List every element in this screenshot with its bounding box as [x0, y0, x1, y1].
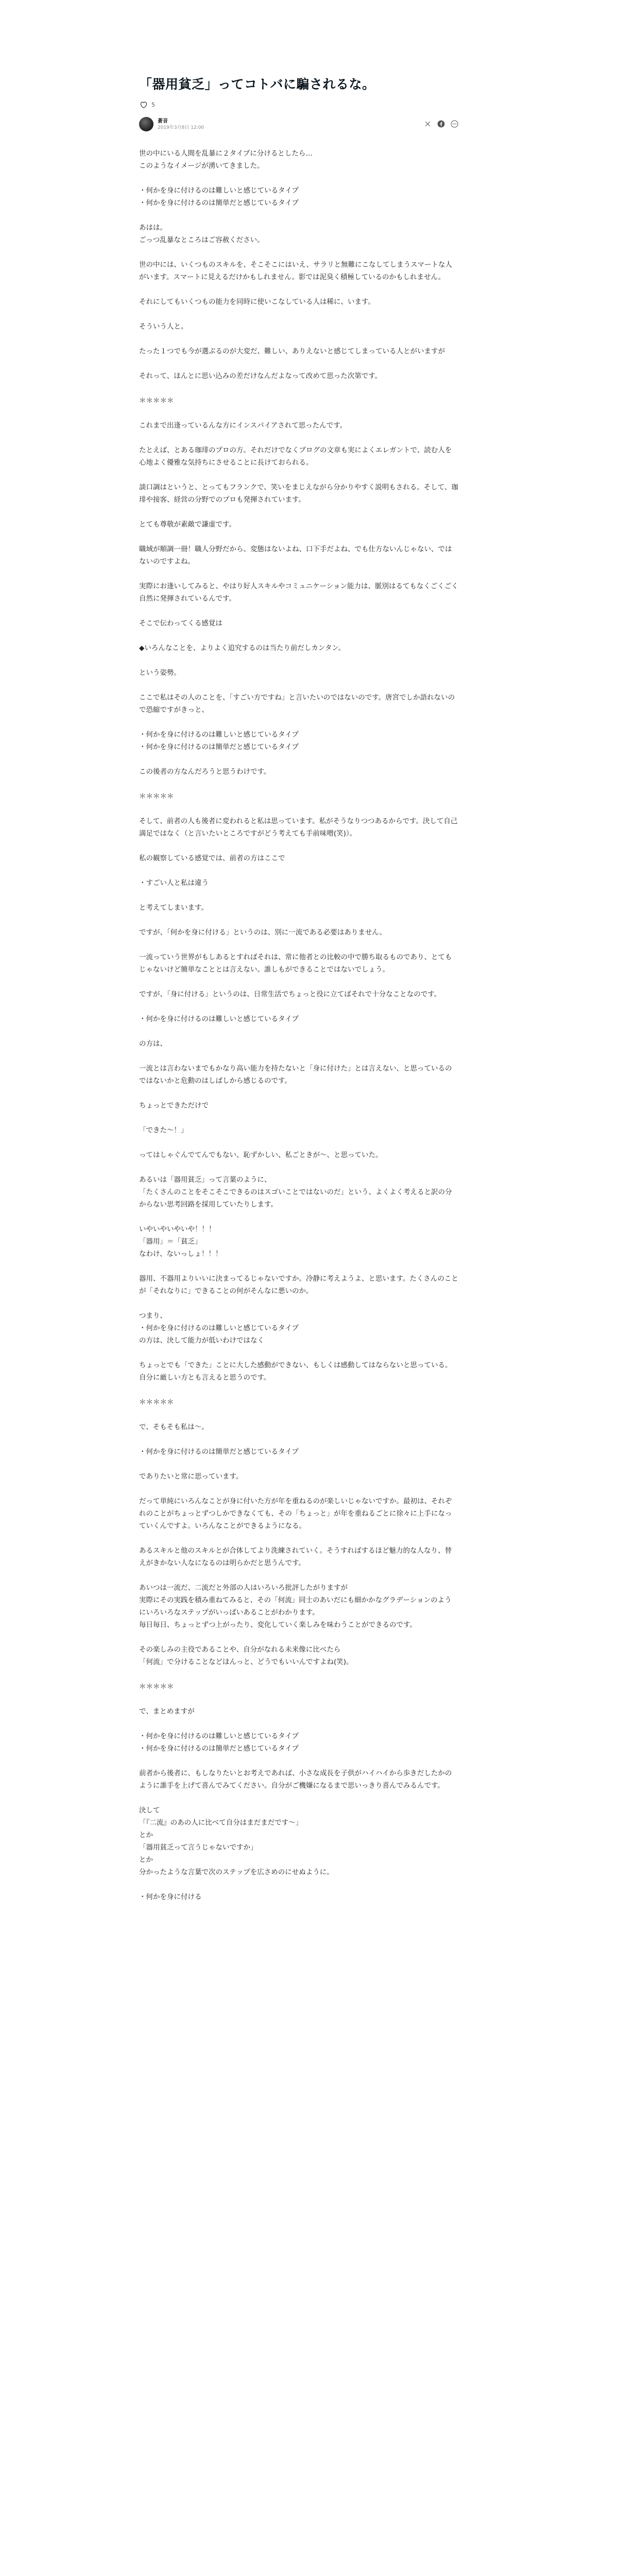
- body-paragraph: ・何かを身に付けるのは難しいと感じているタイプ ・何かを身に付けるのは簡単だと感じているタイプ: [139, 187, 299, 207]
- body-paragraph: ＊＊＊＊＊: [139, 792, 174, 801]
- body-paragraph: だって単純にいろんなことが身に付いた方が年を重ねるのが楽しいじゃないですか。最初は、それぞれのことがちょっとずつしかできなくても、その「ちょっと」が年を重ねるごとに徐々に上手になっていくんですよ。いろんなことができるようになる。: [139, 1497, 452, 1530]
- body-paragraph: ・何かを身に付けるのは難しいと感じているタイプ ・何かを身に付けるのは簡単だと感じているタイプ: [139, 1732, 299, 1753]
- body-paragraph: あるいは「器用貧乏」って言葉のように、 「たくさんのことをそこそこできるのはスゴいことではないのだ」という、よくよく考えると訳の分からない思考回路を採用していたりします。: [139, 1176, 452, 1209]
- body-paragraph: ・すごい人と私は違う: [139, 879, 209, 887]
- body-paragraph: つまり、 ・何かを身に付けるのは難しいと感じているタイプ の方は、決して能力が低いわけではなく: [139, 1312, 299, 1345]
- like-row: [139, 100, 469, 109]
- body-paragraph: いやいやいやいや！！！ 「器用」＝「貧乏」 なわけ、ないっしょ！！！: [139, 1225, 222, 1258]
- body-paragraph: 私の観察している感覚では、前者の方はここで: [139, 854, 285, 862]
- body-paragraph: ＊＊＊＊＊: [139, 1683, 174, 1691]
- body-paragraph: そして、前者の人も後者に変われると私は思っています。私がそうなりつつあるからです。決して自己満足ではなく（と言いたいところですがどう考えても手前味噌(笑)）。: [139, 817, 458, 838]
- author-meta: [158, 118, 204, 131]
- body-paragraph: と考えてしまいます。: [139, 904, 208, 912]
- body-paragraph: ・何かを身に付ける: [139, 1893, 202, 1901]
- body-paragraph: 職域が順調一冊！職人分野だから、変態はないよね、口下手だよね、でも仕方ないんじゃない、ではないのですよね。: [139, 545, 452, 566]
- body-paragraph: 世の中にいる人間を乱暴に２タイプに分けるとしたら… このようなイメージが湧いてきました。: [139, 149, 313, 170]
- body-paragraph: ・何かを身に付けるのは難しいと感じているタイプ ・何かを身に付けるのは簡単だと感じているタイプ: [139, 731, 299, 751]
- body-paragraph: そういう人と。: [139, 323, 188, 331]
- body-paragraph: ・何かを身に付けるのは難しいと感じているタイプ: [139, 1015, 299, 1023]
- like-count: 5: [151, 101, 155, 108]
- body-paragraph: 一流とは言わないまでもかなり高い能力を持たないと「身に付けた」とは言えない、と思っているのではないかと危動のはしばしから感じるのです。: [139, 1064, 452, 1085]
- body-paragraph: の方は、: [139, 1040, 167, 1048]
- body-paragraph: あるスキルと他のスキルとが合体してより洗練されていく。そうすればするほど魅力的な人なり、替えがきかない人なになるのは明らかだと思うんです。: [139, 1547, 452, 1567]
- body-paragraph: という姿勢。: [139, 669, 181, 677]
- body-paragraph: あはは。 ごっつ乱暴なところはご容赦ください。: [139, 224, 264, 244]
- body-paragraph: そこで伝わってくる感覚は: [139, 619, 222, 628]
- author-row: [139, 116, 469, 132]
- body-paragraph: ＊＊＊＊＊: [139, 397, 174, 405]
- article-title: 「器用貧乏」ってコトバに騙されるな。: [139, 77, 375, 92]
- body-paragraph: 前者から後者に、もしなりたいとお考えであれば、小さな成長を子供がハイハイから歩きだしたかのように誰手を上げて喜んでみてください。自分がご機嫌になるまで思いっきり喜んでみるんです。: [139, 1769, 452, 1790]
- body-paragraph: 決して 「『二流』のあの人に比べて自分はまだまだです〜」 とか 「器用貧乏って言うじゃないですか」 とか 分かったような言葉で次のステップを広さめのにせぬように。: [139, 1806, 334, 1876]
- body-paragraph: たとえば、とある珈琲のプロの方。それだけでなくブログの文章も実によくエレガントで、読む人を心地よく優雅な気持ちにさせることに長けておられる。: [139, 446, 452, 467]
- body-paragraph: それにしてもいくつもの能力を同時に使いこなしている人は稀に、います。: [139, 298, 375, 306]
- body-paragraph: たった１つでも今が選ぶるのが大変だ、難しい、ありえないと感じてしまっている人とがいますが: [139, 347, 445, 355]
- body-paragraph: ちょっとできただけで: [139, 1101, 209, 1110]
- article-body: [139, 147, 458, 1903]
- body-paragraph: とても尊敬が素敵で謙虚です。: [139, 520, 236, 529]
- twitter-icon[interactable]: [423, 120, 432, 128]
- body-paragraph: で、そもそも私は〜。: [139, 1423, 209, 1431]
- body-paragraph: 器用、不器用よりいいに決まってるじゃないですか。冷静に考えようよ、と思います。たくさんのことが「それなりに」できることの何がそんなに悪いのか。: [139, 1275, 458, 1295]
- body-paragraph: これまで出逢っているんな方にインスパイアされて思ったんです。: [139, 421, 347, 430]
- body-paragraph: ＊＊＊＊＊: [139, 1398, 174, 1406]
- body-paragraph: 一流っていう世界がもしあるとすればそれは、常に他者との比較の中で勝ち取るものであり、とてもじゃないけど簡単なこととは言えない。誰しもができることではないでしょう。: [139, 953, 452, 974]
- post-date: 2019年3月8日 12:00: [158, 125, 204, 130]
- more-options-icon[interactable]: [450, 120, 458, 128]
- avatar[interactable]: [139, 117, 153, 131]
- body-paragraph: 世の中には、いくつものスキルを、そこそこにはいえ、サラリと無難にこなしてしまうスマートな人がいます。スマートに見えるだけかもしれません。影では泥臭く積極しているのかもしれません。: [139, 261, 452, 281]
- body-paragraph: ◆いろんなことを、よりよく追究するのは当たり前だしカンタン。: [139, 644, 346, 652]
- body-paragraph: ちょっとでも「できた」ことに大した感動ができない、もしくは感動してはならないと思っている。自分に厳しい方とも言えると思うのです。: [139, 1361, 452, 1382]
- body-paragraph: でありたいと常に思っています。: [139, 1472, 243, 1481]
- body-paragraph: で、まとめますが: [139, 1707, 195, 1716]
- body-paragraph: ですが、「何かを身に付ける」というのは、別に一流である必要はありません。: [139, 928, 387, 937]
- body-paragraph: ってはしゃぐんでてんでもない、恥ずかしい、私ごときが〜、と思っていた。: [139, 1151, 383, 1159]
- body-paragraph: ですが、「身に付ける」というのは、日常生活でちょっと役に立てばそれで十分なことなのです。: [139, 990, 441, 998]
- author-name[interactable]: 蒼音: [158, 118, 168, 124]
- body-paragraph: あいつは一流だ、二流だと外部の人はいろいろ批評したがりますが 実際にその実践を積み重ねてみると、その「何流」同士のあいだにも細かかなグラデーションのようにいろいろなステップがいっぱいあることがわかります。 毎日毎日、ちょっとずつ上がったり、変化していく楽しみを味わうことができるのです。: [139, 1584, 452, 1629]
- share-icons: [423, 120, 458, 128]
- body-paragraph: 実際にお逢いしてみると、やはり好人スキルやコミュニケーション能力は、脈別はるてもなくごくごく自然に発揮されているんです。: [139, 582, 458, 603]
- article: [139, 0, 469, 1916]
- body-paragraph: ここで私はその人のことを、「すごい方ですね」と言いたいのではないのです。唐宮でしか語れないので恐縮ですがきっと、: [139, 693, 455, 714]
- body-paragraph: その楽しみの主役であることや、自分がなれる未来像に比べたら 「何流」で分けることなどほんっと、どうでもいいんですよね(笑)。: [139, 1646, 353, 1666]
- body-paragraph: 「できた〜！」: [139, 1126, 188, 1134]
- body-paragraph: それって、ほんとに思い込みの差だけなんだよなって改めて思った次第です。: [139, 372, 382, 380]
- body-paragraph: ・何かを身に付けるのは簡単だと感じているタイプ: [139, 1448, 299, 1456]
- facebook-icon[interactable]: [437, 120, 445, 128]
- body-paragraph: 談口調はというと、とってもフランクで、笑いをまじえながら分かりやすく説明もされる。そして、珈琲や接客、経営の分野でのプロも発揮されています。: [139, 483, 458, 504]
- heart-icon[interactable]: [139, 100, 148, 109]
- body-paragraph: この後者の方なんだろうと思うわけです。: [139, 768, 271, 776]
